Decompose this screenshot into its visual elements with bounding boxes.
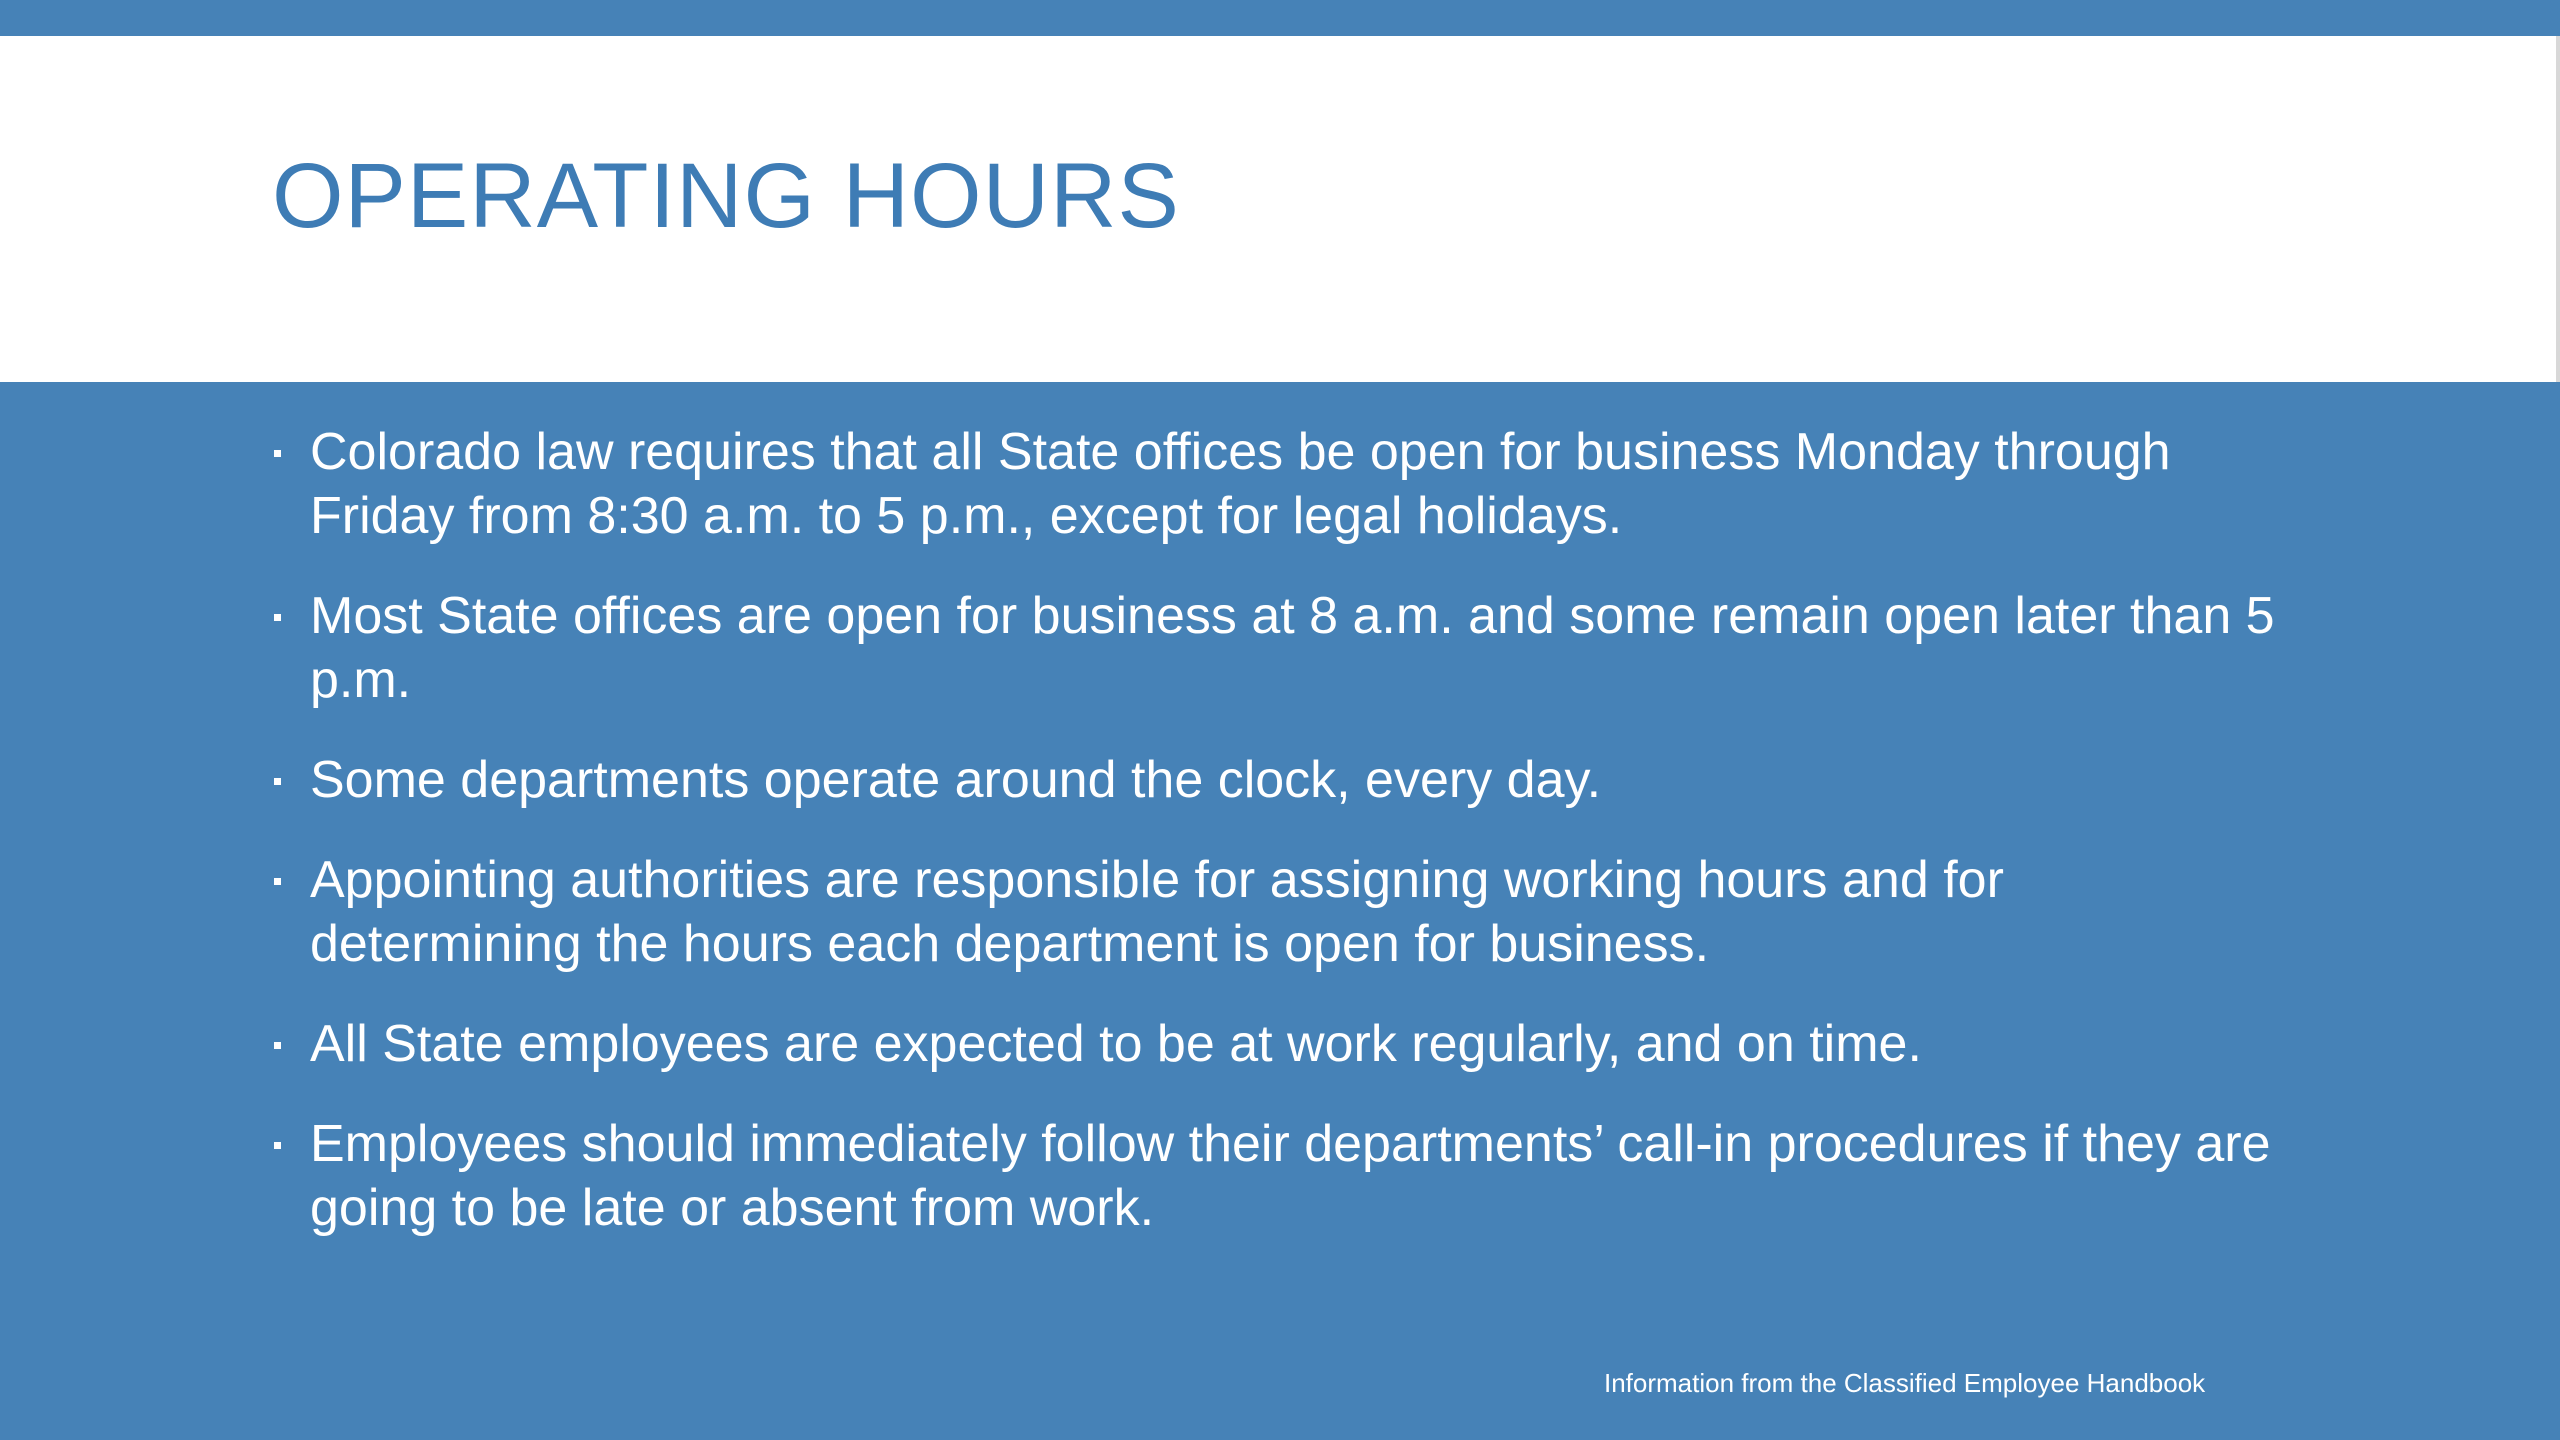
bullet-text: Most State offices are open for business at 8 a.m. and some remain open later than 5 p.m.: [310, 587, 2275, 709]
bullet-item-call-in-procedures: [272, 1112, 2282, 1240]
square-bullet-icon: [274, 614, 281, 621]
bullet-text: Some departments operate around the clock, every day.: [310, 751, 1602, 809]
square-bullet-icon: [274, 450, 281, 457]
slide-title: OPERATING HOURS: [272, 145, 1180, 247]
square-bullet-icon: [274, 778, 281, 785]
bullet-text: All State employees are expected to be at work regularly, and on time.: [310, 1015, 1922, 1073]
bullet-item-attendance: [272, 1012, 2282, 1076]
bullet-item-appointing-authorities: [272, 848, 2282, 976]
bullet-text: Employees should immediately follow their departments’ call-in procedures if they are going to be late or absent from work.: [310, 1115, 2271, 1237]
bullet-item-office-hours: [272, 584, 2282, 712]
bullet-list: [272, 420, 2282, 1276]
bullet-item-operating-law: [272, 420, 2282, 548]
bullet-text: Colorado law requires that all State offices be open for business Monday through Friday from 8:30 a.m. to 5 p.m., except for legal holidays.: [310, 423, 2171, 545]
square-bullet-icon: [274, 1042, 281, 1049]
slide-edge: [2556, 36, 2560, 382]
source-footnote: Information from the Classified Employee Handbook: [1604, 1368, 2206, 1398]
bullet-text: Appointing authorities are responsible for assigning working hours and for determining the hours each department is open for business.: [310, 851, 2004, 973]
bullet-item-around-clock: [272, 748, 2282, 812]
top-accent-band: [0, 0, 2560, 36]
square-bullet-icon: [274, 878, 281, 885]
square-bullet-icon: [274, 1142, 281, 1149]
